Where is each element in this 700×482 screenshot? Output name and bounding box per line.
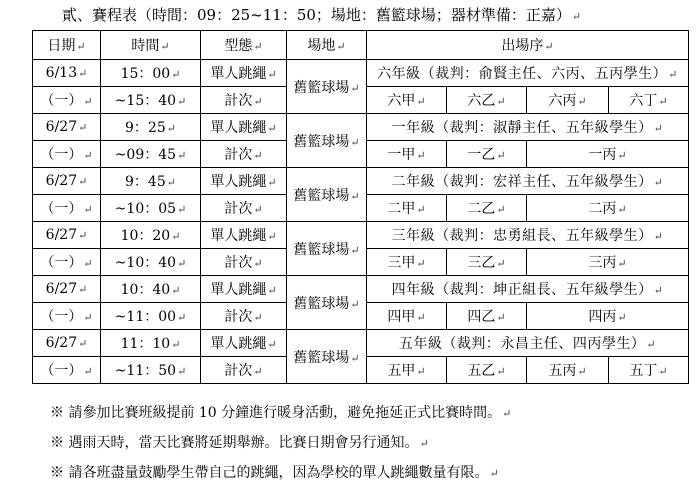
weekday-cell: （一）↵: [33, 141, 101, 168]
type-cell: 單人跳繩↵: [201, 114, 287, 141]
type-cell: 計次↵: [201, 303, 287, 330]
type-cell: 單人跳繩↵: [201, 330, 287, 357]
class-cell: 三甲↵: [367, 249, 447, 276]
class-cell: 六甲↵: [367, 87, 447, 114]
table-row: [33, 168, 689, 195]
date-cell: 6/27↵: [33, 330, 101, 357]
class-cell: 一丙↵: [527, 141, 689, 168]
date-cell: 6/27↵: [33, 168, 101, 195]
group-cell: 五年級（裁判：永昌主任、四丙學生）↵: [367, 330, 689, 357]
type-cell: 計次↵: [201, 249, 287, 276]
header-order: 出場序↵: [367, 31, 689, 60]
type-cell: 單人跳繩↵: [201, 222, 287, 249]
type-cell: 單人跳繩↵: [201, 276, 287, 303]
class-cell: 四甲↵: [367, 303, 447, 330]
table-row: [33, 276, 689, 303]
class-cell: 三乙↵: [447, 249, 527, 276]
table-row: [33, 222, 689, 249]
time-end-cell: ~11：50↵: [101, 357, 201, 384]
type-cell: 單人跳繩↵: [201, 168, 287, 195]
header-type: 型態↵: [201, 31, 287, 60]
class-cell: 二丙↵: [527, 195, 689, 222]
header-date: 日期↵: [33, 31, 101, 60]
class-cell: 一乙↵: [447, 141, 527, 168]
group-cell: 六年級（裁判：俞賢主任、六丙、五丙學生）↵: [367, 60, 689, 87]
class-cell: 六丙↵: [527, 87, 609, 114]
date-cell: 6/27↵: [33, 276, 101, 303]
time-end-cell: ~15：40↵: [101, 87, 201, 114]
time-end-cell: ~10：40↵: [101, 249, 201, 276]
class-cell: 六乙↵: [447, 87, 527, 114]
date-cell: 6/27↵: [33, 114, 101, 141]
time-end-cell: ~10：05↵: [101, 195, 201, 222]
class-cell: 五丙↵: [527, 357, 609, 384]
table-row: [33, 330, 689, 357]
class-cell: 五甲↵: [367, 357, 447, 384]
time-end-cell: ~11：00↵: [101, 303, 201, 330]
class-cell: 四丙↵: [527, 303, 689, 330]
type-cell: 計次↵: [201, 87, 287, 114]
time-start-cell: 9：45↵: [101, 168, 201, 195]
table-header-row: [33, 31, 689, 60]
note-item: ※ 請各班盡量鼓勵學生帶自己的跳繩，因為學校的單人跳繩數量有限。↵: [50, 465, 499, 481]
weekday-cell: （一）↵: [33, 303, 101, 330]
weekday-cell: （一）↵: [33, 87, 101, 114]
class-cell: 二甲↵: [367, 195, 447, 222]
type-cell: 計次↵: [201, 357, 287, 384]
time-start-cell: 10：20↵: [101, 222, 201, 249]
time-start-cell: 9：25↵: [101, 114, 201, 141]
time-start-cell: 11：10↵: [101, 330, 201, 357]
venue-cell: 舊籃球場↵: [287, 114, 367, 168]
type-cell: 計次↵: [201, 141, 287, 168]
weekday-cell: （一）↵: [33, 249, 101, 276]
group-cell: 四年級（裁判：坤正組長、五年級學生）↵: [367, 276, 689, 303]
type-cell: 計次↵: [201, 195, 287, 222]
date-cell: 6/27↵: [33, 222, 101, 249]
header-venue: 場地↵: [287, 31, 367, 60]
class-cell: 四乙↵: [447, 303, 527, 330]
schedule-table: [32, 30, 689, 384]
venue-cell: 舊籃球場↵: [287, 222, 367, 276]
table-row: [33, 60, 689, 87]
venue-cell: 舊籃球場↵: [287, 330, 367, 384]
venue-cell: 舊籃球場↵: [287, 60, 367, 114]
class-cell: 五乙↵: [447, 357, 527, 384]
weekday-cell: （一）↵: [33, 195, 101, 222]
venue-cell: 舊籃球場↵: [287, 276, 367, 330]
weekday-cell: （一）↵: [33, 357, 101, 384]
table-row: [33, 114, 689, 141]
class-cell: 六丁↵: [609, 87, 689, 114]
class-cell: 一甲↵: [367, 141, 447, 168]
venue-cell: 舊籃球場↵: [287, 168, 367, 222]
group-cell: 二年級（裁判：宏祥主任、五年級學生）↵: [367, 168, 689, 195]
note-item: ※ 遇雨天時，當天比賽將延期舉辦。比賽日期會另行通知。↵: [50, 435, 429, 451]
class-cell: 三丙↵: [527, 249, 689, 276]
time-end-cell: ~09：45↵: [101, 141, 201, 168]
class-cell: 二乙↵: [447, 195, 527, 222]
note-item: ※ 請參加比賽班級提前 10 分鐘進行暖身活動，避免拖延正式比賽時間。↵: [50, 405, 512, 421]
group-cell: 一年級（裁判：淑靜主任、五年級學生）↵: [367, 114, 689, 141]
class-cell: 五丁↵: [609, 357, 689, 384]
date-cell: 6/13↵: [33, 60, 101, 87]
group-cell: 三年級（裁判：忠勇組長、五年級學生）↵: [367, 222, 689, 249]
schedule-body: [33, 60, 689, 384]
header-time: 時間↵: [101, 31, 201, 60]
schedule-heading: 貳、賽程表（時間：09：25~11：50；場地：舊籃球場；器材準備：正嘉）↵: [62, 6, 582, 24]
notes: [50, 402, 511, 482]
time-start-cell: 10：40↵: [101, 276, 201, 303]
time-start-cell: 15：00↵: [101, 60, 201, 87]
type-cell: 單人跳繩↵: [201, 60, 287, 87]
